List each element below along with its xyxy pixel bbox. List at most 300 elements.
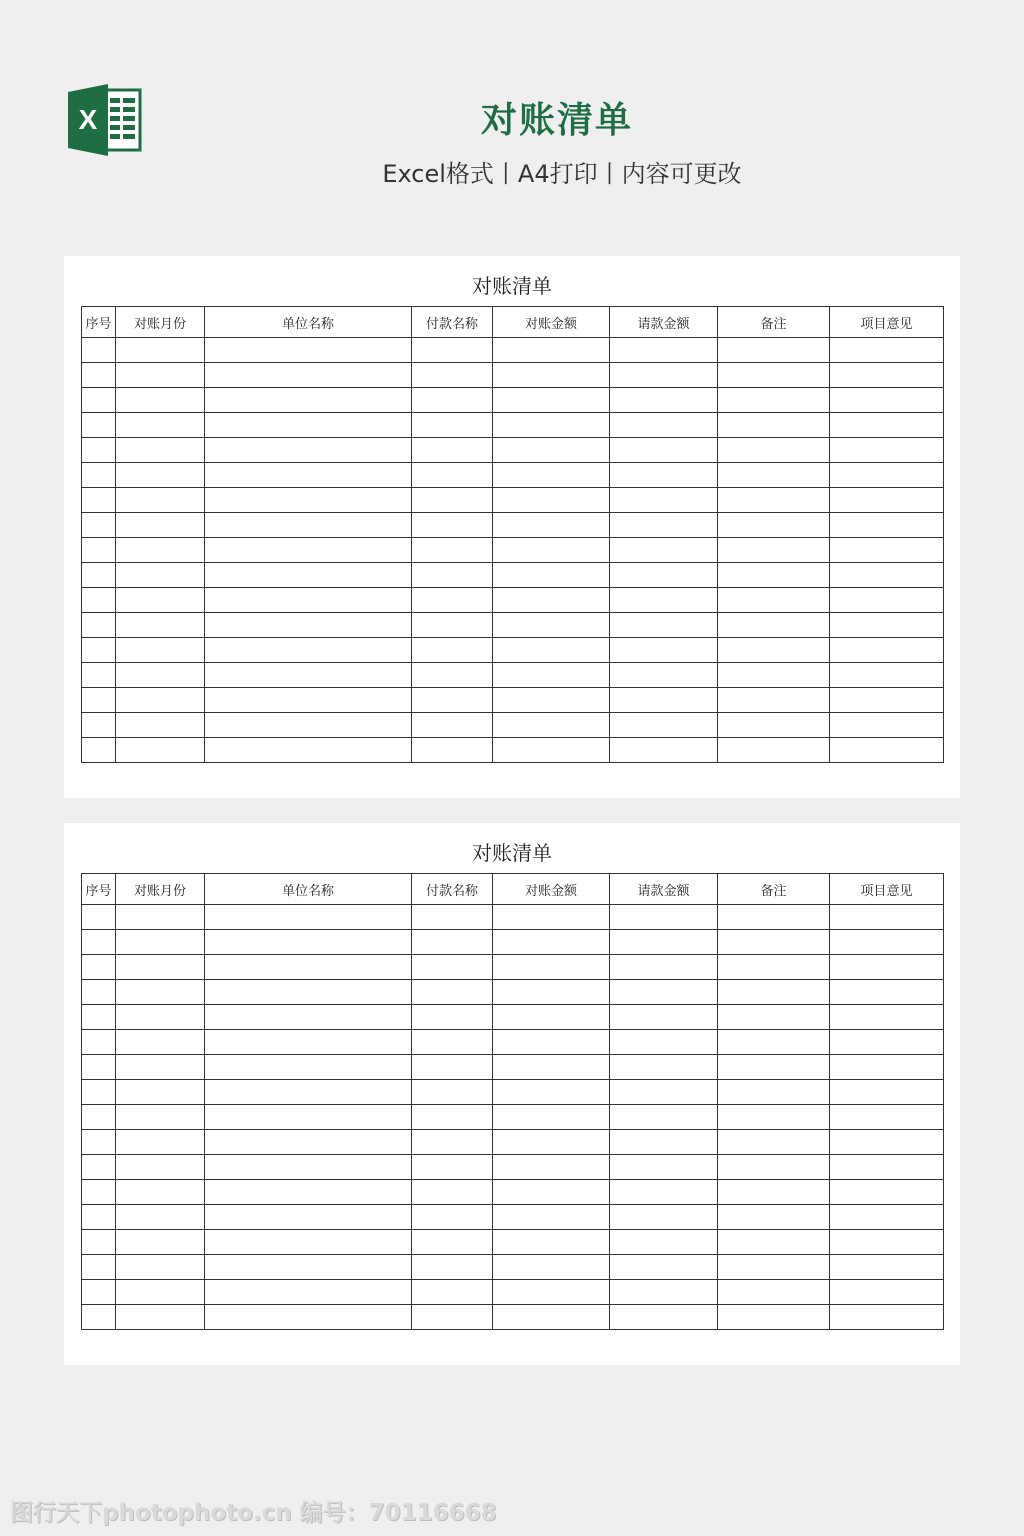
table-cell[interactable] <box>830 1280 944 1305</box>
table-cell[interactable] <box>610 388 718 413</box>
table-cell[interactable] <box>205 738 412 763</box>
table-cell[interactable] <box>205 338 412 363</box>
table-cell[interactable] <box>610 930 718 955</box>
table-cell[interactable] <box>610 955 718 980</box>
table-cell[interactable] <box>412 488 493 513</box>
table-cell[interactable] <box>493 538 610 563</box>
table-cell[interactable] <box>82 438 116 463</box>
table-cell[interactable] <box>830 1230 944 1255</box>
table-cell[interactable] <box>493 1080 610 1105</box>
table-cell[interactable] <box>493 905 610 930</box>
table-cell[interactable] <box>205 1280 412 1305</box>
table-cell[interactable] <box>116 538 205 563</box>
table-cell[interactable] <box>82 1105 116 1130</box>
table-cell[interactable] <box>82 388 116 413</box>
table-row <box>82 1130 944 1155</box>
table-cell[interactable] <box>205 663 412 688</box>
table-cell[interactable] <box>412 588 493 613</box>
table-cell[interactable] <box>116 413 205 438</box>
table-row <box>82 1155 944 1180</box>
table-cell[interactable] <box>830 438 944 463</box>
table-cell[interactable] <box>718 338 830 363</box>
table-cell[interactable] <box>116 563 205 588</box>
table-cell[interactable] <box>412 1205 493 1230</box>
table-cell[interactable] <box>610 638 718 663</box>
table-cell[interactable] <box>82 563 116 588</box>
table-cell[interactable] <box>116 1230 205 1255</box>
table-cell[interactable] <box>205 538 412 563</box>
table-cell[interactable] <box>718 1255 830 1280</box>
table-cell[interactable] <box>116 363 205 388</box>
table-cell[interactable] <box>116 1130 205 1155</box>
table-cell[interactable] <box>718 1080 830 1105</box>
table-cell[interactable] <box>610 338 718 363</box>
table-cell[interactable] <box>205 513 412 538</box>
table-cell[interactable] <box>412 1280 493 1305</box>
table-cell[interactable] <box>205 1105 412 1130</box>
table-cell[interactable] <box>718 488 830 513</box>
table-cell[interactable] <box>830 1155 944 1180</box>
table-cell[interactable] <box>82 1180 116 1205</box>
table-cell[interactable] <box>412 930 493 955</box>
table-cell[interactable] <box>830 955 944 980</box>
table-cell[interactable] <box>493 363 610 388</box>
table-cell[interactable] <box>205 613 412 638</box>
table-cell[interactable] <box>610 1205 718 1230</box>
table-cell[interactable] <box>493 1230 610 1255</box>
table-cell[interactable] <box>718 1205 830 1230</box>
table-cell[interactable] <box>412 438 493 463</box>
table-cell[interactable] <box>493 338 610 363</box>
table-cell[interactable] <box>610 713 718 738</box>
table-cell[interactable] <box>82 905 116 930</box>
table-cell[interactable] <box>116 1155 205 1180</box>
table-cell[interactable] <box>205 413 412 438</box>
table-cell[interactable] <box>718 930 830 955</box>
table-cell[interactable] <box>82 1305 116 1330</box>
table-cell[interactable] <box>116 1030 205 1055</box>
table-cell[interactable] <box>718 613 830 638</box>
table-row <box>82 1205 944 1230</box>
table-cell[interactable] <box>610 613 718 638</box>
table-cell[interactable] <box>830 1080 944 1105</box>
table-cell[interactable] <box>116 1055 205 1080</box>
table-cell[interactable] <box>830 388 944 413</box>
table-cell[interactable] <box>610 905 718 930</box>
table-cell[interactable] <box>82 1280 116 1305</box>
table-cell[interactable] <box>116 738 205 763</box>
table-cell[interactable] <box>116 513 205 538</box>
table-cell[interactable] <box>82 955 116 980</box>
table-cell[interactable] <box>82 980 116 1005</box>
table-cell[interactable] <box>82 1205 116 1230</box>
table-cell[interactable] <box>718 538 830 563</box>
table-cell[interactable] <box>82 638 116 663</box>
table-cell[interactable] <box>116 1180 205 1205</box>
table-cell[interactable] <box>116 1105 205 1130</box>
table-cell[interactable] <box>493 513 610 538</box>
table-cell[interactable] <box>610 438 718 463</box>
table-cell[interactable] <box>830 1105 944 1130</box>
table-cell[interactable] <box>412 1080 493 1105</box>
table-cell[interactable] <box>205 1230 412 1255</box>
table-cell[interactable] <box>718 1130 830 1155</box>
table-cell[interactable] <box>493 1055 610 1080</box>
column-header-requested-amount: 请款金额 <box>610 307 718 338</box>
table-cell[interactable] <box>493 1005 610 1030</box>
table-cell[interactable] <box>718 1055 830 1080</box>
table-cell[interactable] <box>205 1205 412 1230</box>
table-cell[interactable] <box>830 1055 944 1080</box>
table-cell[interactable] <box>82 363 116 388</box>
table-cell[interactable] <box>493 638 610 663</box>
table-cell[interactable] <box>493 663 610 688</box>
table-cell[interactable] <box>610 513 718 538</box>
table-cell[interactable] <box>493 1255 610 1280</box>
table-cell[interactable] <box>493 438 610 463</box>
table-cell[interactable] <box>205 563 412 588</box>
table-cell[interactable] <box>718 438 830 463</box>
table-cell[interactable] <box>412 980 493 1005</box>
table-cell[interactable] <box>610 980 718 1005</box>
table-cell[interactable] <box>205 438 412 463</box>
table-cell[interactable] <box>205 955 412 980</box>
table-cell[interactable] <box>205 363 412 388</box>
table-row <box>82 1255 944 1280</box>
table-cell[interactable] <box>830 1005 944 1030</box>
table-cell[interactable] <box>718 588 830 613</box>
table-cell[interactable] <box>205 1055 412 1080</box>
table-cell[interactable] <box>82 413 116 438</box>
table-cell[interactable] <box>830 588 944 613</box>
table-cell[interactable] <box>610 1280 718 1305</box>
table-row <box>82 538 944 563</box>
table-cell[interactable] <box>830 613 944 638</box>
table-cell[interactable] <box>412 1055 493 1080</box>
table-cell[interactable] <box>493 1180 610 1205</box>
table-cell[interactable] <box>82 688 116 713</box>
table-row <box>82 738 944 763</box>
table-cell[interactable] <box>493 388 610 413</box>
table-cell[interactable] <box>116 955 205 980</box>
table-cell[interactable] <box>830 1255 944 1280</box>
table-cell[interactable] <box>205 905 412 930</box>
column-header-month: 对账月份 <box>116 307 205 338</box>
table-cell[interactable] <box>205 713 412 738</box>
table-cell[interactable] <box>830 513 944 538</box>
table-row <box>82 463 944 488</box>
table-cell[interactable] <box>205 1180 412 1205</box>
table-cell[interactable] <box>830 930 944 955</box>
table-cell[interactable] <box>82 588 116 613</box>
table-cell[interactable] <box>718 1005 830 1030</box>
table-cell[interactable] <box>116 1255 205 1280</box>
table-cell[interactable] <box>718 1305 830 1330</box>
table-cell[interactable] <box>412 738 493 763</box>
column-header-reconciled-amount: 对账金额 <box>493 874 610 905</box>
table-cell[interactable] <box>116 1080 205 1105</box>
table-cell[interactable] <box>493 463 610 488</box>
table-row <box>82 1005 944 1030</box>
table-cell[interactable] <box>493 980 610 1005</box>
table-cell[interactable] <box>830 363 944 388</box>
table-cell[interactable] <box>718 1180 830 1205</box>
table-cell[interactable] <box>610 1230 718 1255</box>
table-cell[interactable] <box>718 713 830 738</box>
table-cell[interactable] <box>493 1155 610 1180</box>
table-cell[interactable] <box>205 1305 412 1330</box>
table-cell[interactable] <box>610 1305 718 1330</box>
table-cell[interactable] <box>493 1280 610 1305</box>
table-cell[interactable] <box>412 1130 493 1155</box>
page-subtitle: Excel格式丨A4打印丨内容可更改 <box>382 160 742 188</box>
table-cell[interactable] <box>610 1130 718 1155</box>
table-cell[interactable] <box>718 463 830 488</box>
table-cell[interactable] <box>412 1105 493 1130</box>
table-cell[interactable] <box>412 1230 493 1255</box>
table-cell[interactable] <box>412 1255 493 1280</box>
table-cell[interactable] <box>830 338 944 363</box>
table-cell[interactable] <box>610 1005 718 1030</box>
table-cell[interactable] <box>830 463 944 488</box>
table-cell[interactable] <box>116 588 205 613</box>
table-cell[interactable] <box>116 488 205 513</box>
table-cell[interactable] <box>116 980 205 1005</box>
table-cell[interactable] <box>205 1255 412 1280</box>
table-cell[interactable] <box>412 338 493 363</box>
table-cell[interactable] <box>493 713 610 738</box>
column-header-month: 对账月份 <box>116 874 205 905</box>
table-cell[interactable] <box>412 513 493 538</box>
table-cell[interactable] <box>412 638 493 663</box>
table-header-row <box>82 307 944 338</box>
table-cell[interactable] <box>205 1030 412 1055</box>
table-cell[interactable] <box>830 688 944 713</box>
column-header-company: 单位名称 <box>205 307 412 338</box>
table-cell[interactable] <box>82 713 116 738</box>
table-cell[interactable] <box>493 488 610 513</box>
table-cell[interactable] <box>412 1155 493 1180</box>
table-cell[interactable] <box>610 688 718 713</box>
table-cell[interactable] <box>82 1005 116 1030</box>
table-cell[interactable] <box>82 930 116 955</box>
table-cell[interactable] <box>82 1255 116 1280</box>
table-cell[interactable] <box>830 713 944 738</box>
table-cell[interactable] <box>205 1155 412 1180</box>
table-cell[interactable] <box>205 1080 412 1105</box>
table-cell[interactable] <box>116 713 205 738</box>
table-cell[interactable] <box>412 1305 493 1330</box>
table-cell[interactable] <box>493 1130 610 1155</box>
table-cell[interactable] <box>830 488 944 513</box>
table-cell[interactable] <box>610 1105 718 1130</box>
table-cell[interactable] <box>116 388 205 413</box>
table-cell[interactable] <box>493 413 610 438</box>
table-cell[interactable] <box>493 1205 610 1230</box>
table-cell[interactable] <box>116 338 205 363</box>
table-cell[interactable] <box>205 1130 412 1155</box>
table-cell[interactable] <box>205 588 412 613</box>
table-cell[interactable] <box>718 563 830 588</box>
table-cell[interactable] <box>412 538 493 563</box>
table-cell[interactable] <box>830 980 944 1005</box>
table-cell[interactable] <box>493 588 610 613</box>
table-cell[interactable] <box>412 613 493 638</box>
table-cell[interactable] <box>718 905 830 930</box>
table-cell[interactable] <box>82 538 116 563</box>
table-row <box>82 1030 944 1055</box>
table-cell[interactable] <box>412 363 493 388</box>
table-cell[interactable] <box>830 1205 944 1230</box>
table-cell[interactable] <box>116 663 205 688</box>
sheet-title: 对账清单 <box>472 841 552 865</box>
excel-logo-letter: X <box>78 104 98 135</box>
table-cell[interactable] <box>610 538 718 563</box>
table-cell[interactable] <box>82 738 116 763</box>
table-cell[interactable] <box>412 413 493 438</box>
table-cell[interactable] <box>82 1130 116 1155</box>
table-row <box>82 980 944 1005</box>
table-cell[interactable] <box>116 1205 205 1230</box>
table-cell[interactable] <box>412 388 493 413</box>
table-cell[interactable] <box>610 463 718 488</box>
reconciliation-sheet-2 <box>64 823 960 1365</box>
table-cell[interactable] <box>718 1105 830 1130</box>
table-cell[interactable] <box>116 1280 205 1305</box>
table-cell[interactable] <box>830 905 944 930</box>
table-cell[interactable] <box>116 463 205 488</box>
table-cell[interactable] <box>830 1305 944 1330</box>
table-cell[interactable] <box>830 638 944 663</box>
table-cell[interactable] <box>718 1230 830 1255</box>
column-header-reconciled-amount: 对账金额 <box>493 307 610 338</box>
table-cell[interactable] <box>493 930 610 955</box>
table-cell[interactable] <box>116 1305 205 1330</box>
reconciliation-sheet-1 <box>64 256 960 798</box>
table-cell[interactable] <box>82 1030 116 1055</box>
table-cell[interactable] <box>718 980 830 1005</box>
table-cell[interactable] <box>205 388 412 413</box>
table-cell[interactable] <box>82 1230 116 1255</box>
table-cell[interactable] <box>493 1105 610 1130</box>
table-cell[interactable] <box>493 563 610 588</box>
table-cell[interactable] <box>412 1180 493 1205</box>
table-cell[interactable] <box>205 463 412 488</box>
table-cell[interactable] <box>610 738 718 763</box>
table-cell[interactable] <box>493 1305 610 1330</box>
table-cell[interactable] <box>205 638 412 663</box>
table-cell[interactable] <box>610 1155 718 1180</box>
table-cell[interactable] <box>718 1155 830 1180</box>
table-cell[interactable] <box>82 513 116 538</box>
table-cell[interactable] <box>830 663 944 688</box>
table-cell[interactable] <box>718 413 830 438</box>
table-cell[interactable] <box>830 563 944 588</box>
table-cell[interactable] <box>412 713 493 738</box>
table-cell[interactable] <box>718 1280 830 1305</box>
table-cell[interactable] <box>610 1255 718 1280</box>
table-cell[interactable] <box>830 738 944 763</box>
table-row <box>82 613 944 638</box>
table-cell[interactable] <box>82 463 116 488</box>
table-cell[interactable] <box>610 363 718 388</box>
table-cell[interactable] <box>493 738 610 763</box>
table-cell[interactable] <box>82 663 116 688</box>
table-cell[interactable] <box>610 1080 718 1105</box>
table-cell[interactable] <box>116 438 205 463</box>
table-row <box>82 1230 944 1255</box>
table-cell[interactable] <box>82 1080 116 1105</box>
table-cell[interactable] <box>116 930 205 955</box>
table-row <box>82 713 944 738</box>
column-header-remarks: 备注 <box>718 874 830 905</box>
table-cell[interactable] <box>610 1180 718 1205</box>
table-cell[interactable] <box>412 463 493 488</box>
table-cell[interactable] <box>116 1005 205 1030</box>
table-cell[interactable] <box>493 955 610 980</box>
table-cell[interactable] <box>82 488 116 513</box>
table-cell[interactable] <box>116 613 205 638</box>
table-cell[interactable] <box>82 1055 116 1080</box>
table-cell[interactable] <box>610 563 718 588</box>
table-cell[interactable] <box>205 688 412 713</box>
table-cell[interactable] <box>116 905 205 930</box>
table-row <box>82 1180 944 1205</box>
table-cell[interactable] <box>205 930 412 955</box>
table-cell[interactable] <box>82 613 116 638</box>
table-cell[interactable] <box>718 738 830 763</box>
table-cell[interactable] <box>412 563 493 588</box>
table-cell[interactable] <box>830 1030 944 1055</box>
table-cell[interactable] <box>718 663 830 688</box>
table-cell[interactable] <box>82 338 116 363</box>
table-cell[interactable] <box>116 638 205 663</box>
table-cell[interactable] <box>412 955 493 980</box>
table-cell[interactable] <box>412 1030 493 1055</box>
table-cell[interactable] <box>830 1130 944 1155</box>
table-row <box>82 388 944 413</box>
table-cell[interactable] <box>718 388 830 413</box>
table-cell[interactable] <box>830 1180 944 1205</box>
table-cell[interactable] <box>116 688 205 713</box>
table-cell[interactable] <box>205 980 412 1005</box>
table-cell[interactable] <box>610 588 718 613</box>
table-cell[interactable] <box>412 663 493 688</box>
table-cell[interactable] <box>412 905 493 930</box>
table-cell[interactable] <box>610 1030 718 1055</box>
table-cell[interactable] <box>830 413 944 438</box>
table-cell[interactable] <box>493 688 610 713</box>
table-cell[interactable] <box>718 513 830 538</box>
table-cell[interactable] <box>718 638 830 663</box>
table-cell[interactable] <box>412 1005 493 1030</box>
table-cell[interactable] <box>610 663 718 688</box>
table-cell[interactable] <box>610 413 718 438</box>
table-cell[interactable] <box>610 488 718 513</box>
table-cell[interactable] <box>205 1005 412 1030</box>
table-cell[interactable] <box>610 1055 718 1080</box>
table-cell[interactable] <box>718 955 830 980</box>
table-cell[interactable] <box>205 488 412 513</box>
table-cell[interactable] <box>493 1030 610 1055</box>
table-cell[interactable] <box>718 1030 830 1055</box>
table-cell[interactable] <box>412 688 493 713</box>
table-cell[interactable] <box>830 538 944 563</box>
table-cell[interactable] <box>718 688 830 713</box>
table-cell[interactable] <box>493 613 610 638</box>
table-cell[interactable] <box>718 363 830 388</box>
table-cell[interactable] <box>82 1155 116 1180</box>
